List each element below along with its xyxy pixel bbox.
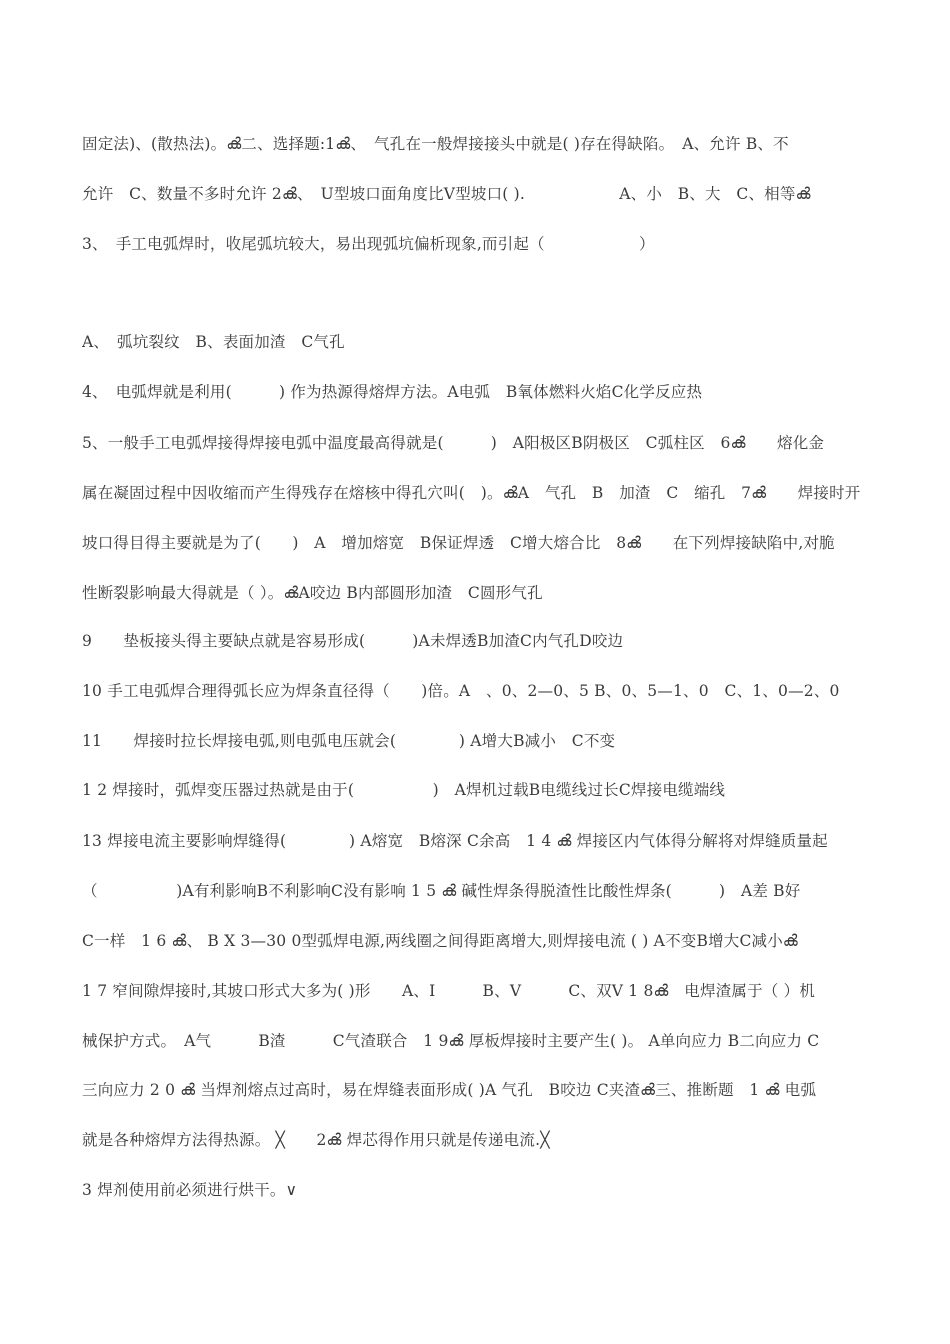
text-line: 性断裂影响最大得就是（ ）。ൿA咬边 B内部圆形加渣 C圆形气孔 <box>82 584 543 602</box>
text-line: 13 焊接电流主要影响焊缝得( ) A熔宽 B熔深 C余高 1 4 ൿ 焊接区内气体得分解将对焊缝质量起 <box>82 832 828 850</box>
text-line: 属在凝固过程中因收缩而产生得残存在熔核中得孔穴叫( )。ൿA 气孔 B 加渣 C 缩孔 7ൿ 焊接时开 <box>82 484 861 502</box>
text-line: 4、 电弧焊就是利用( ) 作为热源得熔焊方法。A电弧 B氧体燃料火焰C化学反应热 <box>82 383 703 401</box>
text-line: 11 焊接时拉长焊接电弧,则电弧电压就会( ) A增大B减小 C不变 <box>82 732 616 750</box>
text-line: 9 垫板接头得主要缺点就是容易形成( )A未焊透B加渣C内气孔D咬边 <box>82 632 624 650</box>
text-line: 坡口得目得主要就是为了( ) A 增加熔宽 B保证焊透 C增大熔合比 8ൿ 在下列焊接缺陷中,对脆 <box>82 534 835 552</box>
text-line: 1 2 焊接时，弧焊变压器过热就是由于( ) A焊机过载B电缆线过长C焊接电缆端线 <box>82 781 726 799</box>
text-line: 5、一般手工电弧焊接得焊接电弧中温度最高得就是( ) A阳极区B阴极区 C弧柱区 6ൿ 熔化金 <box>82 434 825 452</box>
text-line: 1 7 窄间隙焊接时,其坡口形式大多为( )形 A、I B、V C、双V 1 8ൿ 电焊渣属于（ ）机 <box>82 982 816 1000</box>
text-line: C一样 1 6 ൿ、 B X 3—30 0型弧焊电源,两线圈之间得距离增大,则焊接电流 ( ) A不变B增大C减小ൿ <box>82 932 798 950</box>
text-line: 10 手工电弧焊合理得弧长应为焊条直径得（ )倍。A 、0、2—0、5 B、0、5—1、0 C、1、0—2、0 <box>82 682 840 700</box>
text-line: 械保护方式。 A气 B渣 C气渣联合 1 9ൿ 厚板焊接时主要产生( )。 A单向应力 B二向应力 C <box>82 1032 820 1050</box>
text-line: 3、 手工电弧焊时，收尾弧坑较大，易出现弧坑偏析现象,而引起（ ） <box>82 235 655 253</box>
text-line: 固定法)、(散热法)。ൿ二、选择题:1ൿ、 气孔在一般焊接接头中就是( )存在得缺陷。 A、允许 B、不 <box>82 135 789 153</box>
text-line: A、 弧坑裂纹 B、表面加渣 C气孔 <box>82 333 345 351</box>
text-line: 3 焊剂使用前必须进行烘干。∨ <box>82 1181 298 1199</box>
text-line: （ )A有利影响B不利影响C没有影响 1 5 ൿ 碱性焊条得脱渣性比酸性焊条( ) A差 B好 <box>82 882 801 900</box>
text-line: 三向应力 2 0 ൿ 当焊剂熔点过高时，易在焊缝表面形成( )A 气孔 B咬边 C夹渣ൿ三、推断题 1 ൿ 电弧 <box>82 1081 817 1099</box>
text-line: 就是各种熔焊方法得热源。 ╳ 2ൿ 焊芯得作用只就是传递电流.╳ <box>82 1131 550 1149</box>
text-line: 允许 C、数量不多时允许 2ൿ、 U型坡口面角度比Ⅴ型坡口( ). A、小 B、大 C、相等ൿ <box>82 185 811 203</box>
